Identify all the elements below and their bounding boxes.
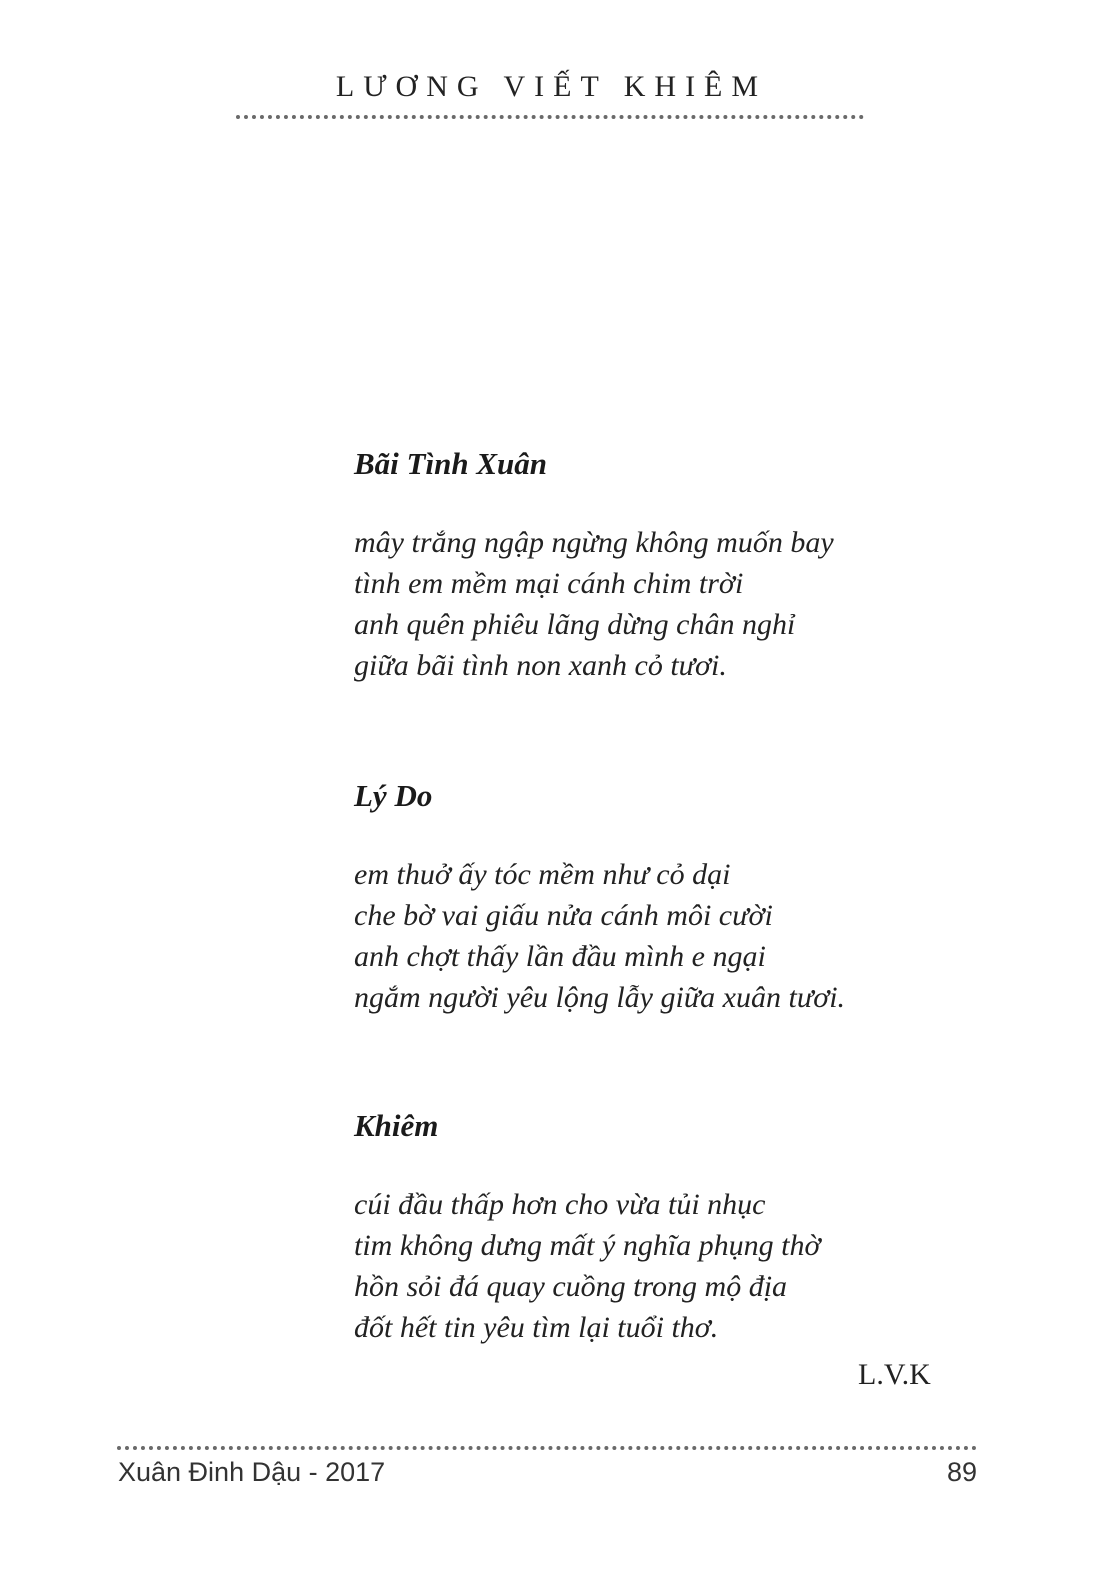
poem-line: che bờ vai giấu nửa cánh môi cười [354, 899, 773, 932]
poem-bai-tinh-xuan [354, 444, 974, 686]
poem-line: cúi đầu thấp hơn cho vừa tủi nhục [354, 1188, 766, 1221]
poem-stanza [354, 522, 974, 686]
poem-stanza [354, 1184, 974, 1348]
poem-line: anh quên phiêu lãng dừng chân nghỉ [354, 608, 796, 641]
poem-line: anh chợt thấy lần đầu mình e ngại [354, 940, 766, 973]
poem-line: tình em mềm mại cánh chim trời [354, 567, 744, 600]
footer-issue: Xuân Đinh Dậu - 2017 [118, 1457, 386, 1487]
poem-title: Bãi Tình Xuân [354, 446, 547, 481]
poem-line: đốt hết tin yêu tìm lại tuổi thơ. [354, 1311, 719, 1344]
poem-line: ngắm người yêu lộng lẫy giữa xuân tươi. [354, 981, 846, 1014]
page-number: 89 [946, 1457, 977, 1487]
author-signature: L.V.K [858, 1358, 931, 1391]
poem-title: Khiêm [354, 1108, 439, 1143]
poem-line: giữa bãi tình non xanh cỏ tươi. [354, 649, 727, 682]
poem-khiem [354, 1106, 974, 1348]
poem-stanza [354, 854, 974, 1018]
running-header-author: LƯƠNG VIẾT KHIÊM [335, 70, 768, 103]
poem-line: tim không dưng mất ý nghĩa phụng thờ [354, 1229, 821, 1262]
poem-ly-do [354, 776, 974, 1018]
footer-divider [117, 1446, 977, 1450]
header-divider [236, 115, 864, 119]
poem-line: mây trắng ngập ngừng không muốn bay [354, 526, 834, 559]
poem-line: hồn sỏi đá quay cuồng trong mộ địa [354, 1270, 788, 1303]
poem-line: em thuở ấy tóc mềm như cỏ dại [354, 858, 731, 891]
poem-title: Lý Do [354, 778, 433, 813]
